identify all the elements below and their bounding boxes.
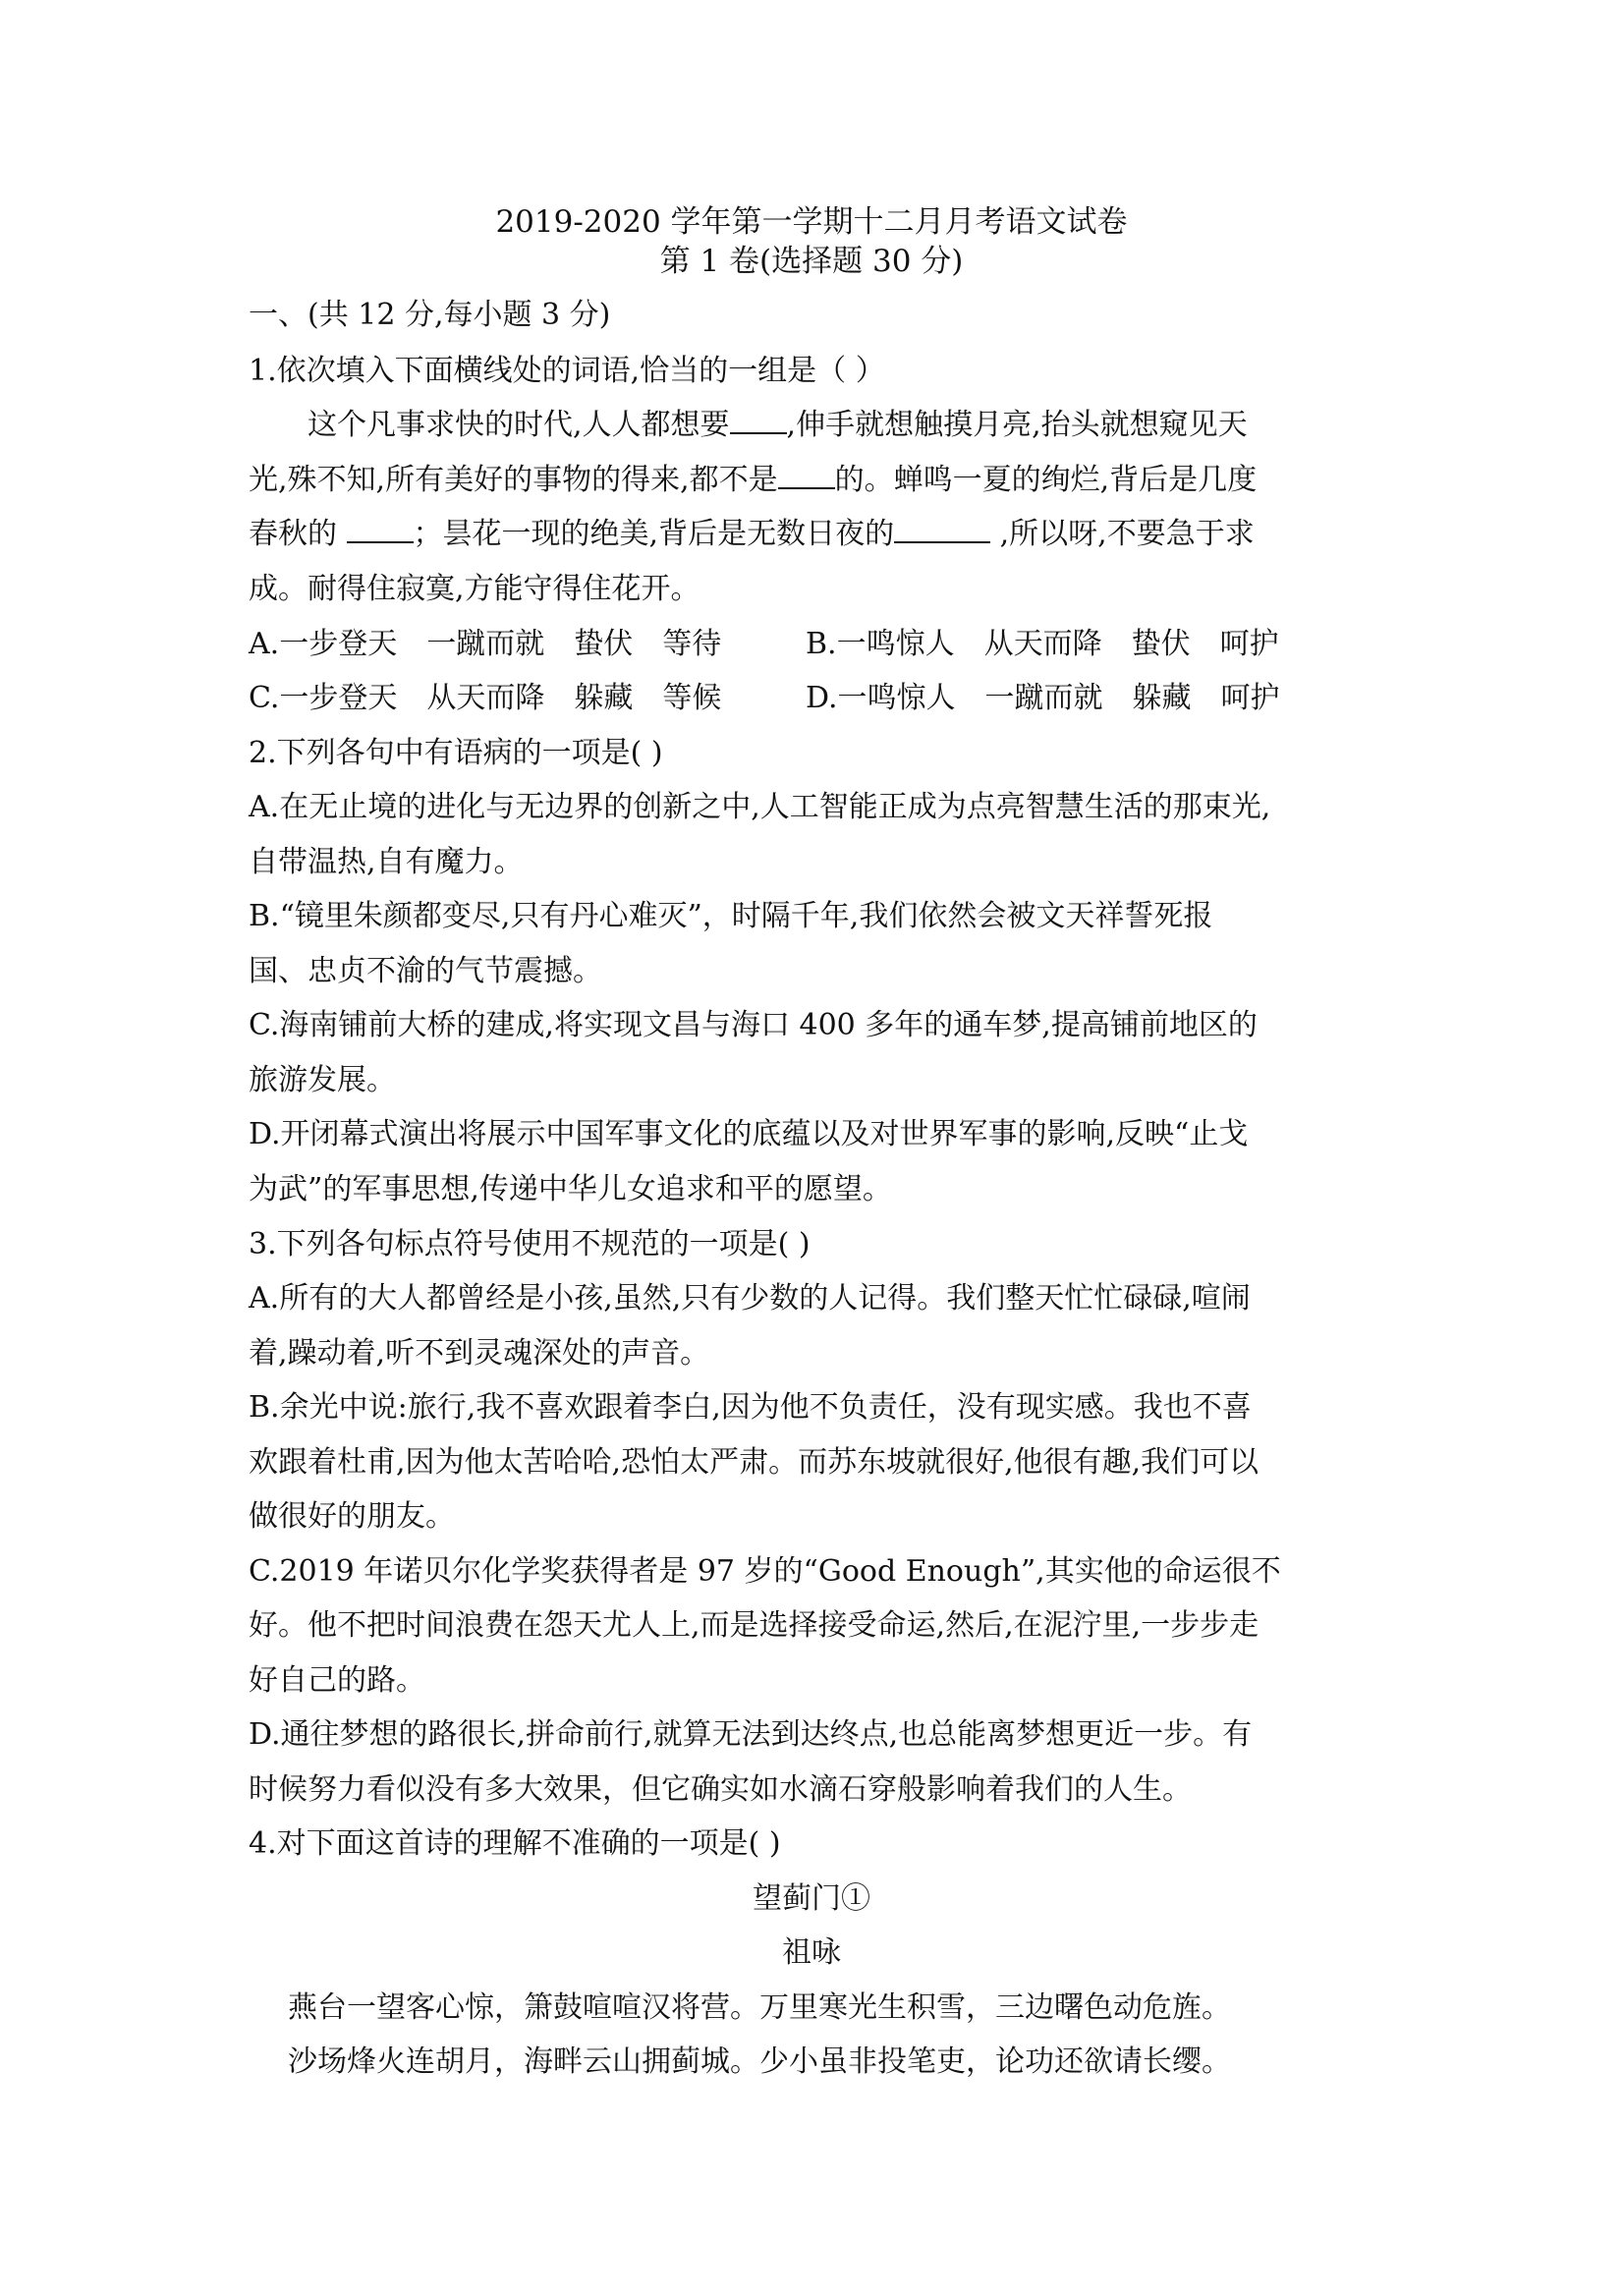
- q3-option-c-line-3: 好自己的路。: [249, 1663, 425, 1698]
- q2-option-a-line-1: A.在无止境的进化与无边界的创新之中,人工智能正成为点亮智慧生活的那束光,: [249, 790, 1271, 824]
- exam-subtitle: 第 1 卷(选择题 30 分): [659, 244, 964, 279]
- q1-option-d: D.一鸣惊人 一蹴而就 躲藏 呵护: [806, 681, 1280, 715]
- q1-option-b: B.一鸣惊人 从天而降 蛰伏 呵护: [806, 627, 1279, 661]
- q2-stem: 2.下列各句中有语病的一项是( ): [249, 736, 663, 770]
- q3-option-a-line-1: A.所有的大人都曾经是小孩,虽然,只有少数的人记得。我们整天忙忙碌碌,喧闹: [249, 1281, 1251, 1316]
- q3-option-c-line-1: C.2019 年诺贝尔化学奖获得者是 97 岁的“Good Enough”,其实他的命运很不: [249, 1554, 1281, 1589]
- q2-option-a-line-2: 自带温热,自有魔力。: [249, 845, 524, 879]
- q3-option-a-line-2: 着,躁动着,听不到灵魂深处的声音。: [249, 1336, 710, 1371]
- poem-title: 望蓟门①: [753, 1881, 870, 1916]
- fill-blank: [730, 407, 787, 434]
- q1-passage-text: 光,殊不知,所有美好的事物的得来,都不是: [249, 463, 778, 497]
- poem-line-2: 沙场烽火连胡月，海畔云山拥蓟城。少小虽非投笔吏，论功还欲请长缨。: [288, 2044, 1231, 2079]
- q3-option-b-line-2: 欢跟着杜甫,因为他太苦哈哈,恐怕太严肃。而苏东坡就很好,他很有趣,我们可以: [249, 1445, 1259, 1480]
- q3-stem: 3.下列各句标点符号使用不规范的一项是( ): [249, 1227, 811, 1261]
- q1-passage-text: ,伸手就想触摸月亮,抬头就想窥见天: [786, 408, 1248, 442]
- q4-stem: 4.对下面这首诗的理解不准确的一项是( ): [249, 1826, 781, 1861]
- poem-line-1: 燕台一望客心惊，箫鼓喧喧汉将营。万里寒光生积雪，三边曙色动危旌。: [288, 1990, 1231, 2025]
- q1-passage-line-1: [308, 406, 1248, 445]
- fill-blank: [894, 516, 990, 543]
- q1-passage-text: 春秋的: [249, 517, 347, 551]
- q2-option-d-line-2: 为武”的军事思想,传递中华儿女追求和平的愿望。: [249, 1172, 892, 1206]
- q1-passage-text: ；昙花一现的绝美,背后是无数日夜的: [413, 517, 895, 551]
- q2-option-c-line-2: 旅游发展。: [249, 1063, 396, 1097]
- fill-blank: [778, 462, 835, 489]
- q3-option-d-line-2: 时候努力看似没有多大效果，但它确实如水滴石穿般影响着我们的人生。: [249, 1772, 1192, 1807]
- q1-stem: 1.依次填入下面横线处的词语,恰当的一组是（ ）: [249, 354, 885, 388]
- q1-passage-text: ,所以呀,不要急于求: [990, 517, 1255, 551]
- exam-title: 2019-2020 学年第一学期十二月月考语文试卷: [495, 204, 1128, 240]
- q2-option-b-line-2: 国、忠贞不渝的气节震撼。: [249, 954, 602, 988]
- q2-option-c-line-1: C.海南铺前大桥的建成,将实现文昌与海口 400 多年的通车梦,提高铺前地区的: [249, 1008, 1258, 1042]
- q3-option-b-line-3: 做很好的朋友。: [249, 1499, 455, 1534]
- q1-passage-text: 的。蝉鸣一夏的绚烂,背后是几度: [834, 463, 1258, 497]
- fill-blank: [347, 516, 414, 543]
- q1-passage-line-4: 成。耐得住寂寞,方能守得住花开。: [249, 572, 700, 606]
- section-heading: 一、(共 12 分,每小题 3 分): [249, 298, 611, 332]
- q1-passage-line-3: [249, 515, 1255, 554]
- q3-option-b-line-1: B.余光中说:旅行,我不喜欢跟着李白,因为他不负责任，没有现实感。我也不喜: [249, 1390, 1252, 1425]
- q3-option-d-line-1: D.通往梦想的路很长,拼命前行,就算无法到达终点,也总能离梦想更近一步。有: [249, 1717, 1253, 1752]
- q2-option-d-line-1: D.开闭幕式演出将展示中国军事文化的底蕴以及对世界军事的影响,反映“止戈: [249, 1117, 1249, 1151]
- q2-option-b-line-1: B.“镜里朱颜都变尽,只有丹心难灭”，时隔千年,我们依然会被文天祥誓死报: [249, 899, 1213, 933]
- q3-option-c-line-2: 好。他不把时间浪费在怨天尤人上,而是选择接受命运,然后,在泥泞里,一步步走: [249, 1608, 1259, 1643]
- q1-option-a: A.一步登天 一蹴而就 蛰伏 等待: [249, 627, 722, 661]
- q1-option-c: C.一步登天 从天而降 躲藏 等候: [249, 681, 722, 715]
- q1-passage-line-2: [249, 461, 1257, 500]
- q1-passage-text: 这个凡事求快的时代,人人都想要: [308, 408, 730, 442]
- poem-author: 祖咏: [782, 1935, 841, 1970]
